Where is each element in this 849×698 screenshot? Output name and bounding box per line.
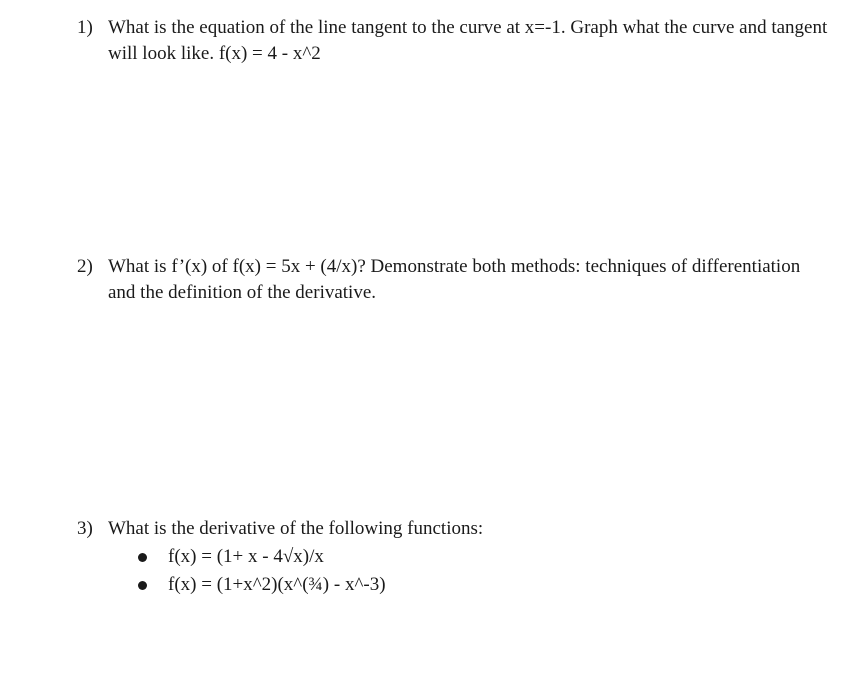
function-expression-1: f(x) = (1+ x - 4√x)/x [168, 546, 324, 567]
question-1-text: What is the equation of the line tangent to the curve at x=-1. Graph what the curve and tangent will look like. f(x) = 4 - x^2 [108, 17, 828, 64]
list-item [0, 544, 849, 572]
question-2-number: 2) [77, 256, 93, 277]
question-2-text: What is f’(x) of f(x) = 5x + (4/x)? Demonstrate both methods: techniques of differentiation and the definition of the derivative. [108, 256, 801, 303]
bullet-icon [138, 581, 147, 590]
question-3-text: What is the derivative of the following functions: [108, 518, 484, 539]
list-item [0, 572, 849, 600]
function-expression-2: f(x) = (1+x^2)(x^(¾) - x^-3) [168, 574, 386, 595]
question-3-number: 3) [77, 518, 93, 539]
question-3-function-list [0, 544, 849, 600]
bullet-icon [138, 553, 147, 562]
question-1-number: 1) [77, 17, 93, 38]
